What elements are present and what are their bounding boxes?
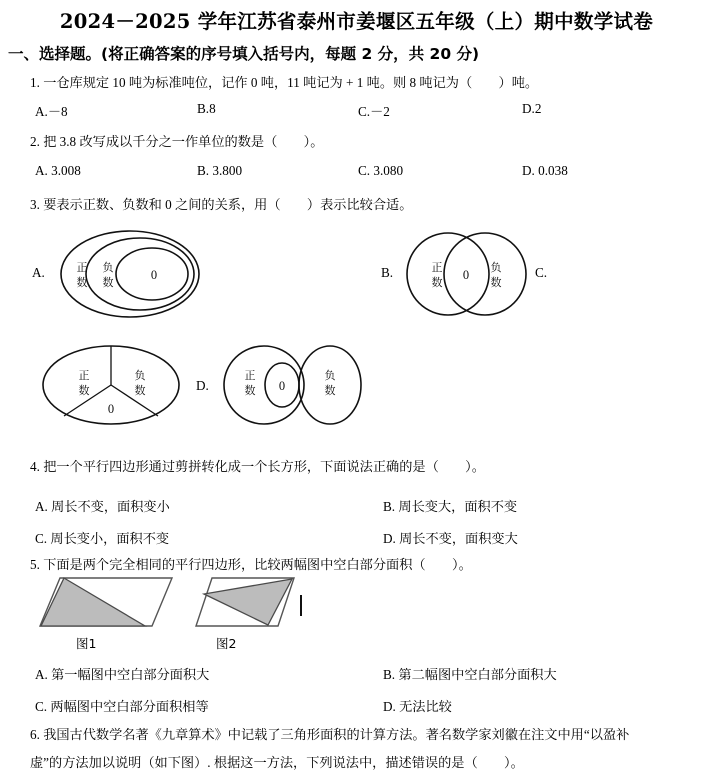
question-5-figure-1 <box>38 575 178 633</box>
question-3-option-d-letter[interactable]: D. <box>196 378 209 393</box>
question-6-stem-line-1: 6. 我国古代数学名著《九章算术》中记载了三角形面积的计算方法。著名数学家刘徽在注文中用“以盈补 <box>30 727 630 742</box>
question-5-figure-1-caption: 图1 <box>76 636 97 651</box>
question-2-option-a[interactable]: A. 3.008 <box>35 163 81 178</box>
question-4-option-a[interactable]: A. 周长不变，面积变小 <box>35 499 170 514</box>
question-3-option-b-letter[interactable]: B. <box>381 265 394 280</box>
question-5-option-c[interactable]: C. 两幅图中空白部分面积相等 <box>35 699 209 714</box>
venn-c-negative-line2: 数 <box>134 384 146 397</box>
question-2-option-b[interactable]: B. 3.800 <box>197 163 243 178</box>
figure-2-height-tick <box>300 595 302 616</box>
question-1-option-b[interactable]: B.8 <box>197 101 216 116</box>
question-3-stem: 3. 要表示正数、负数和 0 之间的关系，用（ ）表示比较合适。 <box>30 197 413 212</box>
question-5-option-b[interactable]: B. 第二幅图中空白部分面积大 <box>383 667 557 682</box>
venn-b-zero: 0 <box>462 268 470 282</box>
question-2-option-d[interactable]: D. 0.038 <box>522 163 568 178</box>
page-title: 2024－2025 学年江苏省泰州市姜堰区五年级（上）期中数学试卷 <box>59 10 654 33</box>
venn-c-negative-line1: 负 <box>134 369 146 382</box>
question-1-option-d[interactable]: D.2 <box>522 101 542 116</box>
question-4-option-d[interactable]: D. 周长不变，面积变大 <box>383 531 518 546</box>
venn-b-negative-line2: 数 <box>490 276 502 289</box>
question-5-option-d[interactable]: D. 无法比较 <box>383 699 452 714</box>
venn-d-positive-line1: 正 <box>244 369 256 382</box>
question-1-option-a[interactable]: A.－8 <box>35 104 68 119</box>
venn-a-zero: 0 <box>150 268 158 282</box>
question-4-option-c[interactable]: C. 周长变小，面积不变 <box>35 531 170 546</box>
venn-b-negative-line1: 负 <box>490 261 502 274</box>
question-3-option-c-letter[interactable]: C. <box>535 265 548 280</box>
question-3-option-c-figure[interactable] <box>40 343 183 427</box>
question-5-option-a[interactable]: A. 第一幅图中空白部分面积大 <box>35 667 210 682</box>
venn-c-positive-line1: 正 <box>78 369 90 382</box>
venn-b-positive-line2: 数 <box>431 276 443 289</box>
question-2-option-c[interactable]: C. 3.080 <box>358 163 404 178</box>
venn-b-positive-line1: 正 <box>431 261 443 274</box>
question-6-stem-line-2: 虚”的方法加以说明（如下图）. 根据这一方法，下列说法中，描述错误的是（ ）。 <box>30 755 524 770</box>
venn-c-zero: 0 <box>107 402 115 416</box>
venn-d-negative-line1: 负 <box>324 369 336 382</box>
venn-d-positive-line2: 数 <box>244 384 256 397</box>
question-3-option-b-figure[interactable] <box>404 228 529 320</box>
question-5-figure-2-caption: 图2 <box>216 636 237 651</box>
venn-a-negative-line1: 负 <box>102 261 114 274</box>
venn-a-positive-line2: 数 <box>76 276 88 289</box>
section-heading-multiple-choice: 一、选择题。(将正确答案的序号填入括号内，每题 2 分，共 20 分) <box>8 45 480 63</box>
venn-a-positive-line1: 正 <box>76 261 88 274</box>
question-5-stem: 5. 下面是两个完全相同的平行四边形，比较两幅图中空白部分面积（ ）。 <box>30 557 472 572</box>
question-3-option-a-figure[interactable] <box>58 228 203 320</box>
question-3-option-a-letter[interactable]: A. <box>32 265 45 280</box>
question-5-figure-2 <box>190 575 300 633</box>
question-2-stem: 2. 把 3.8 改写成以千分之一作单位的数是（ ）。 <box>30 134 324 149</box>
question-1-option-c[interactable]: C.－2 <box>358 104 390 119</box>
venn-d-negative-line2: 数 <box>324 384 336 397</box>
venn-d-zero: 0 <box>278 379 286 393</box>
question-4-option-b[interactable]: B. 周长变大，面积不变 <box>383 499 518 514</box>
question-3-option-d-figure[interactable] <box>222 343 362 427</box>
question-4-stem: 4. 把一个平行四边形通过剪拼转化成一个长方形，下面说法正确的是（ ）。 <box>30 459 485 474</box>
venn-a-negative-line2: 数 <box>102 276 114 289</box>
venn-c-positive-line2: 数 <box>78 384 90 397</box>
question-1-stem: 1. 一仓库规定 10 吨为标准吨位，记作 0 吨，11 吨记为 + 1 吨。则 8 吨记为（ ）吨。 <box>30 75 539 90</box>
